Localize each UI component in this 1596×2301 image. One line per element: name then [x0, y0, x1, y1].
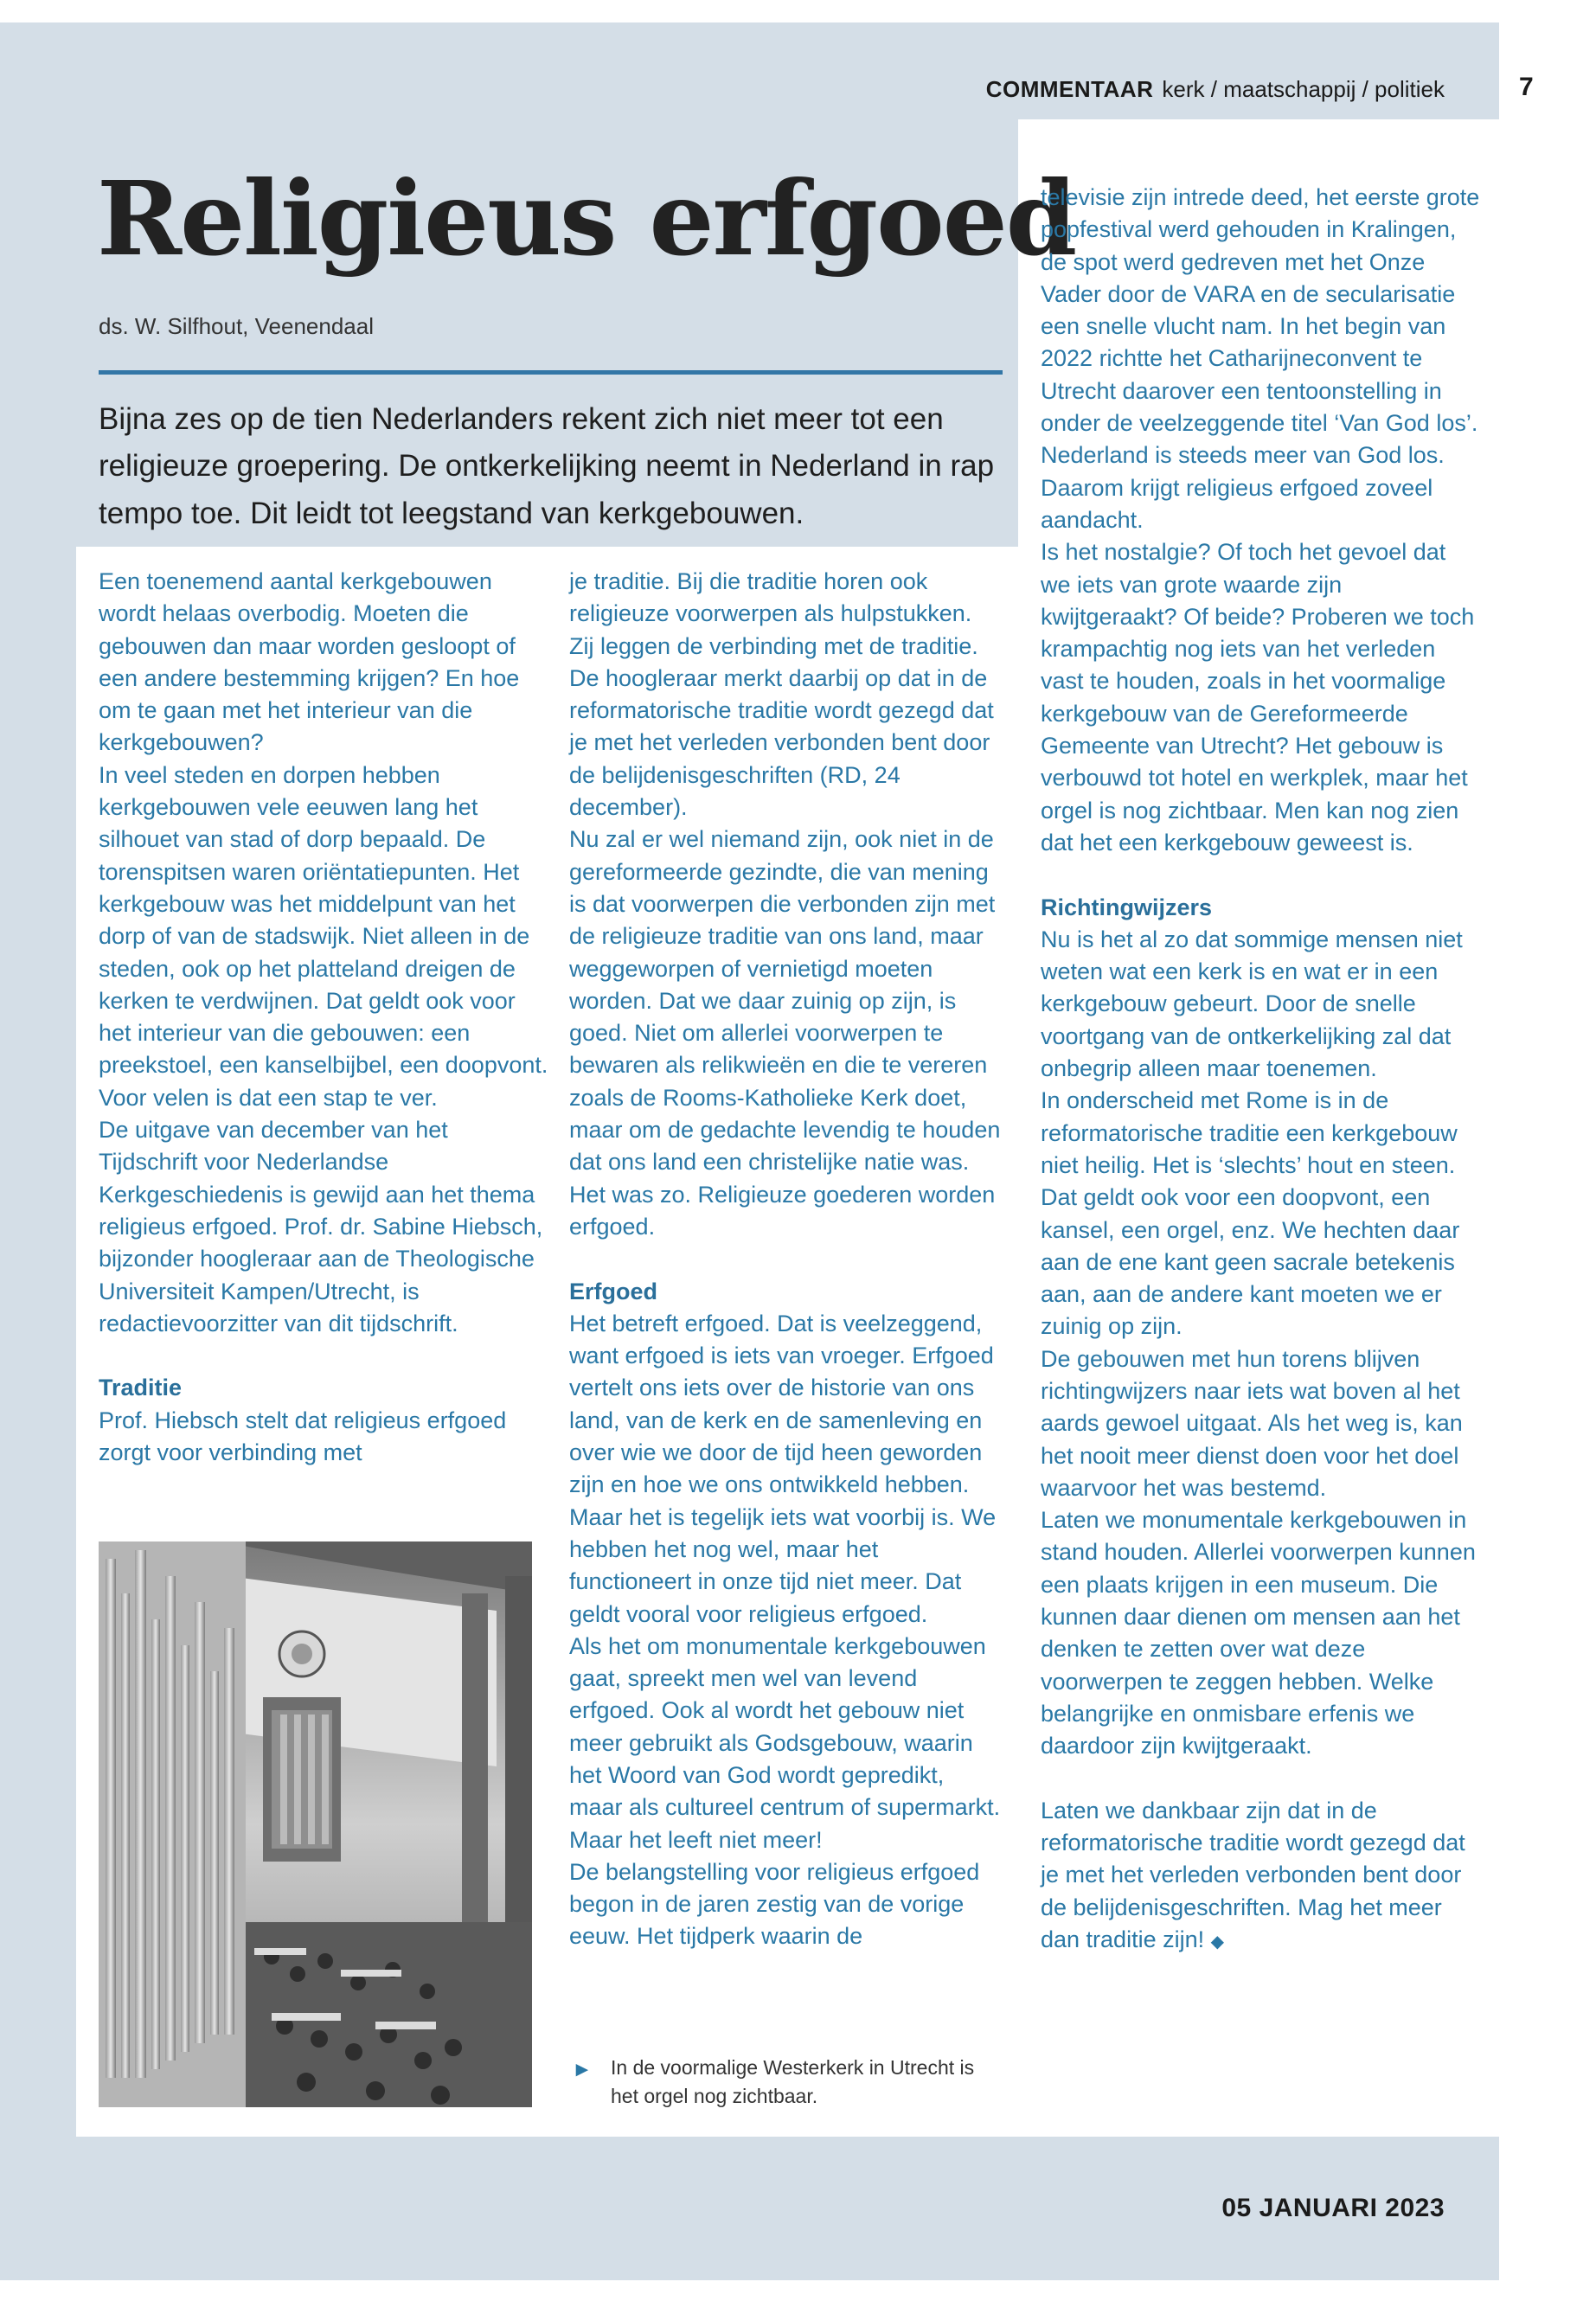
- article-column-1: [99, 566, 548, 1469]
- page-number: 7: [1519, 73, 1534, 101]
- section-topics: kerk / maatschappij / politiek: [1162, 76, 1445, 102]
- article-author: ds. W. Silfhout, Veenendaal: [99, 313, 374, 339]
- section-label: COMMENTAAR: [985, 76, 1154, 102]
- paragraph: Is het nostalgie? Of toch het gevoel dat we iets van grote waarde zijn kwijtgeraakt? Of beide? Proberen we toch krampachtig nog iets van het verleden vast te houden, zoals in het voormalige kerkgebouw van de Gereformeerde Gemeente van Utrecht? Het gebouw is verbouwd tot hotel en werkplek, maar het orgel is nog zichtbaar. Men kan nog zien dat het een kerkgebouw geweest is.: [1041, 539, 1475, 856]
- title-divider: [99, 370, 1003, 375]
- photo-caption: In de voormalige Westerkerk in Utrecht is het orgel nog zichtbaar.: [611, 2056, 975, 2107]
- article-column-2: [569, 566, 1002, 1953]
- article-column-3: [1041, 182, 1482, 1958]
- end-mark-icon: ◆: [1210, 1932, 1225, 1952]
- paragraph: In veel steden en dorpen hebben kerkgebouwen vele eeuwen lang het silhouet van stad of dorp bepaald. De torenspitsen waren oriëntatiepunten. Het kerkgebouw was het middelpunt van het dorp of van de stadswijk. Niet alleen in de steden, ook op het platteland dreigen de kerken te verdwijnen. Dat geldt ook voor het interieur van die gebouwen: een preekstoel, een kanselbijbel, een doopvont. Voor velen is dat een stap te ver.: [99, 761, 548, 1111]
- paragraph: Een toenemend aantal kerkgebouwen wordt helaas overbodig. Moeten die gebouwen dan maar worden gesloopt of een andere bestemming krijgen? En hoe om te gaan met het interieur van die kerkgebouwen?: [99, 568, 520, 756]
- paragraph: Prof. Hiebsch stelt dat religieus erfgoed zorgt voor verbinding met: [99, 1407, 507, 1466]
- paragraph: De uitgave van december van het Tijdschrift voor Nederlandse Kerkgeschiedenis is gewijd aan het thema religieus erfgoed. Prof. dr. Sabine Hiebsch, bijzonder hoogleraar aan de Theologische Universiteit Kampen/Utrecht, is redactievoorzitter van dit tijdschrift.: [99, 1117, 543, 1336]
- paragraph: De gebouwen met hun torens blijven richtingwijzers naar iets wat boven al het aards gewoel uitgaat. Als het weg is, kan het nooit meer dienst doen voor het doel waarvoor het was bestemd.: [1041, 1345, 1463, 1501]
- subheading-richtingwijzers: Richtingwijzers: [1041, 894, 1213, 920]
- section-header: [986, 76, 1445, 103]
- article-title: Religieus erfgoed: [97, 158, 1076, 279]
- church-interior-photo: [99, 1541, 532, 2107]
- paragraph: je traditie. Bij die traditie horen ook religieuze voorwerpen als hulpstukken. Zij leggen de verbinding met de traditie. De hoogleraar merkt daarbij op dat in de reformatorische traditie wordt gezegd dat je met het verleden verbonden bent door de belijdenisgeschriften (RD, 24 december).: [569, 568, 994, 821]
- article-lead: Bijna zes op de tien Nederlanders rekent zich niet meer tot een religieuze groepering. De ontkerkelijking neemt in Nederland in rap tempo toe. Dit leidt tot leegstand van kerkgebouwen.: [99, 402, 995, 530]
- paragraph: Het betreft erfgoed. Dat is veelzeggend, want erfgoed is iets van vroeger. Erfgoed vertelt ons iets over de historie van ons land, van de kerk en de samenleving en over wie we door de tijd heen geworden zijn en hoe we ons ontwikkeld hebben. Maar het is tegelijk iets wat voorbij is. We hebben het nog wel, maar het functioneert in onze tijd niet meer. Dat geldt vooral voor religieus erfgoed.: [569, 1310, 997, 1627]
- issue-date: 05 JANUARI 2023: [1221, 2194, 1445, 2222]
- subheading-erfgoed: Erfgoed: [569, 1278, 658, 1304]
- closing-text: Laten we dankbaar zijn dat in de reformatorische traditie wordt gezegd dat je met het verleden verbonden bent door de belijdenisgeschriften. Mag het meer dan traditie zijn!: [1041, 1797, 1465, 1953]
- paragraph: Als het om monumentale kerkgebouwen gaat, spreekt men wel van levend erfgoed. Ook al wordt het gebouw niet meer gebruikt als Godsgebouw, waarin het Woord van God wordt gepredikt, maar als cultureel centrum of supermarkt. Maar het leeft niet meer!: [569, 1632, 1001, 1853]
- paragraph: televisie zijn intrede deed, het eerste grote popfestival werd gehouden in Kralingen, de spot werd gedreven met het Onze Vader door de VARA en de secularisatie een snelle vlucht nam. In het begin van 2022 richtte het Catharijneconvent te Utrecht daarover een tentoonstelling in onder de veelzeggende titel ‘Van God los’. Nederland is steeds meer van God los. Daarom krijgt religieus erfgoed zoveel aandacht.: [1041, 184, 1480, 533]
- paragraph: Nu zal er wel niemand zijn, ook niet in de gereformeerde gezindte, die van mening is dat voorwerpen die verbonden zijn met de religieuze traditie van ons land, maar weggeworpen of vernietigd moeten worden. Dat we daar zuinig op zijn, is goed. Niet om allerlei voorwerpen te bewaren als relikwieën en die te vereren zoals de Rooms-Katholieke Kerk doet, maar om de gedachte levendig te houden dat ons land een christelijke natie was. Het was zo. Religieuze goederen worden erfgoed.: [569, 826, 1001, 1240]
- caption-marker-icon: ►: [572, 2058, 593, 2081]
- paragraph: In onderscheid met Rome is in de reformatorische traditie een kerkgebouw niet heilig. Het is ‘slechts’ hout en steen. Dat geldt ook voor een doopvont, een kansel, een orgel, enz. We hechten daar aan de ene kant geen sacrale betekenis aan, aan de andere kant moeten we er zuinig op zijn.: [1041, 1087, 1460, 1340]
- paragraph: Laten we monumentale kerkgebouwen in stand houden. Allerlei voorwerpen kunnen een plaats krijgen in een museum. Die kunnen daar dienen om mensen aan het denken te zetten over wat deze voorwerpen te zeggen hebben. Welke belangrijke en onmisbare erfenis we daardoor zijn kwijtgeraakt.: [1041, 1507, 1476, 1759]
- subheading-traditie: Traditie: [99, 1375, 183, 1401]
- paragraph: De belangstelling voor religieus erfgoed begon in de jaren zestig van de vorige eeuw. Het tijdperk waarin de: [569, 1858, 980, 1950]
- closing-paragraph: [1041, 1795, 1482, 1958]
- paragraph: Nu is het al zo dat sommige mensen niet weten wat een kerk is en wat er in een kerkgebouw gebeurt. Door de snelle voortgang van de ontkerkelijking zal dat onbegrip alleen maar toenemen.: [1041, 926, 1463, 1082]
